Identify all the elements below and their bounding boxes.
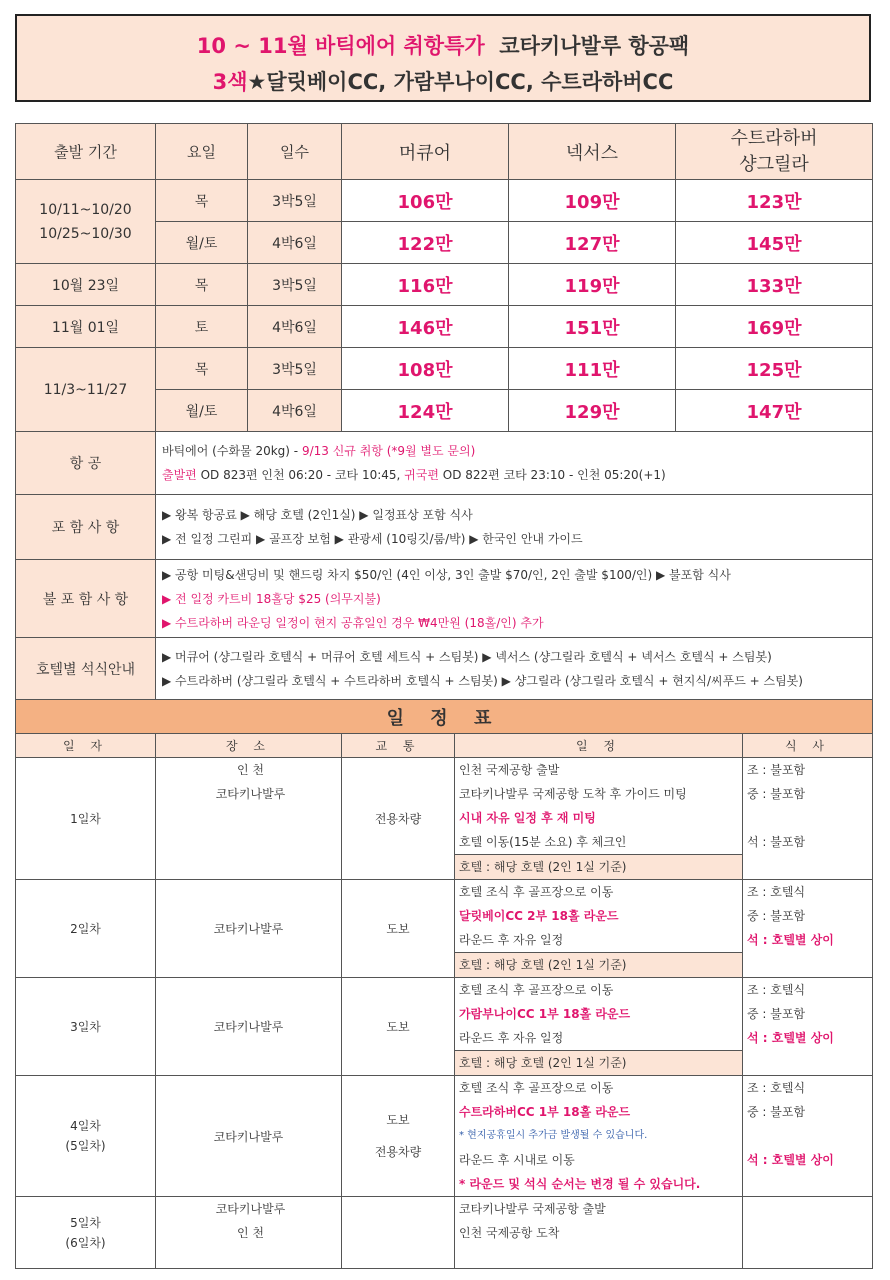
place-text: 코타키나발루 bbox=[215, 1202, 286, 1216]
meal-line: 석 : 호텔별 상이 bbox=[747, 1031, 834, 1045]
price-cell: 109만 bbox=[509, 180, 676, 222]
hotel-line: 호텔 : 해당 호텔 (2인 1실 기준) bbox=[455, 1050, 743, 1075]
schedule-line: 호텔 조식 후 골프장으로 이동 bbox=[459, 1081, 614, 1095]
schedule-cell bbox=[455, 1076, 743, 1197]
price-table-header bbox=[16, 124, 873, 180]
price-cell: 111만 bbox=[509, 348, 676, 390]
schedule-line: 코타키나발루 국제공항 도착 후 가이드 미팅 bbox=[459, 787, 687, 801]
nights-cell: 4박6일 bbox=[248, 390, 342, 432]
price-cell: 127만 bbox=[509, 222, 676, 264]
meals-cell bbox=[743, 1197, 873, 1269]
col-day: 일 자 bbox=[16, 734, 156, 758]
breakfast-row bbox=[16, 638, 873, 700]
excluded-row bbox=[16, 560, 873, 638]
day-cell: 목 bbox=[156, 348, 248, 390]
nights-cell: 3박5일 bbox=[248, 264, 342, 306]
excluded-label: 불 포 함 사 항 bbox=[16, 560, 156, 638]
excluded-line: ▶ 공항 미팅&샌딩비 및 핸드링 차지 $50/인 (4인 이상, 3인 출발 $70/인, 2인 출발 $100/인) ▶ 불포함 식사 bbox=[162, 567, 731, 582]
meals-cell bbox=[743, 758, 873, 880]
title-product: 코타키나발루 항공팩 bbox=[499, 34, 690, 58]
meals-cell bbox=[743, 978, 873, 1076]
header-nexus: 넥서스 bbox=[509, 124, 676, 180]
excluded-line: ▶ 수트라하버 라운딩 일정이 현지 공휴일인 경우 ₩4만원 (18홀/인) 추가 bbox=[162, 615, 544, 630]
price-cell: 147만 bbox=[676, 390, 873, 432]
table-row bbox=[16, 306, 873, 348]
price-cell: 129만 bbox=[509, 390, 676, 432]
transport-cell: 도보 bbox=[342, 880, 455, 978]
day-label: 2일차 bbox=[16, 880, 156, 978]
itinerary-table bbox=[15, 699, 873, 1269]
schedule-line: 달릿베이CC 2부 18홀 라운드 bbox=[459, 909, 619, 923]
price-cell: 108만 bbox=[342, 348, 509, 390]
transport-text: 도보 bbox=[386, 1113, 410, 1127]
header-day: 요일 bbox=[156, 124, 248, 180]
included-line: ▶ 전 일정 그린피 ▶ 골프장 보험 ▶ 관광세 (10링깃/룸/박) ▶ 한국인 안내 가이드 bbox=[162, 532, 583, 546]
itinerary-day-5 bbox=[16, 1197, 873, 1269]
schedule-line: 라운드 후 자유 일정 bbox=[459, 1031, 564, 1045]
outbound-label: 출발편 bbox=[162, 468, 197, 482]
included-info bbox=[156, 495, 873, 560]
flight-label: 항 공 bbox=[16, 432, 156, 495]
period-cell bbox=[16, 180, 156, 264]
itinerary-day-2 bbox=[16, 880, 873, 978]
day-label: 3일차 bbox=[16, 978, 156, 1076]
itinerary-day-1 bbox=[16, 758, 873, 880]
meal-line: 조 : 호텔식 bbox=[747, 983, 806, 997]
day-label bbox=[16, 1197, 156, 1269]
price-cell: 122만 bbox=[342, 222, 509, 264]
meal-line: 중 : 불포함 bbox=[747, 909, 806, 923]
header-shangrila: 샹그릴라 bbox=[739, 153, 809, 175]
day-label: 1일차 bbox=[16, 758, 156, 880]
table-row bbox=[16, 348, 873, 390]
return-label: 귀국편 bbox=[404, 468, 439, 482]
transport-cell bbox=[342, 1197, 455, 1269]
included-label: 포 함 사 항 bbox=[16, 495, 156, 560]
schedule-line: 코타키나발루 국제공항 출발 bbox=[459, 1202, 606, 1216]
col-schedule: 일 정 bbox=[455, 734, 743, 758]
day-text: (5일차) bbox=[65, 1139, 106, 1153]
meals-cell bbox=[743, 880, 873, 978]
title-courses: ★달릿베이CC, 가람부나이CC, 수트라하버CC bbox=[247, 70, 674, 94]
itinerary-title: 일 정 표 bbox=[16, 700, 873, 734]
day-text: (6일차) bbox=[65, 1235, 106, 1250]
price-cell: 123만 bbox=[676, 180, 873, 222]
included-row bbox=[16, 495, 873, 560]
header-sutera-shangrila bbox=[676, 124, 873, 180]
period-cell: 10월 23일 bbox=[16, 264, 156, 306]
price-cell: 116만 bbox=[342, 264, 509, 306]
price-cell: 125만 bbox=[676, 348, 873, 390]
price-cell: 151만 bbox=[509, 306, 676, 348]
meal-line: 석 : 호텔별 상이 bbox=[747, 1153, 834, 1167]
price-cell: 133만 bbox=[676, 264, 873, 306]
hotel-line: 호텔 : 해당 호텔 (2인 1실 기준) bbox=[455, 952, 743, 977]
period-text: 10/11~10/20 bbox=[39, 201, 132, 218]
schedule-cell bbox=[455, 758, 743, 880]
place-cell bbox=[156, 1197, 342, 1269]
nights-cell: 4박6일 bbox=[248, 306, 342, 348]
breakfast-info bbox=[156, 638, 873, 700]
period-cell: 11/3~11/27 bbox=[16, 348, 156, 432]
day-text: 5일차 bbox=[70, 1215, 101, 1230]
schedule-line: 수트라하버CC 1부 18홀 라운드 bbox=[459, 1105, 631, 1119]
place-cell bbox=[156, 758, 342, 880]
return-flight: OD 822편 코타 23:10 - 인천 05:20(+1) bbox=[438, 468, 666, 482]
itinerary-day-3 bbox=[16, 978, 873, 1076]
meal-line: 중 : 불포함 bbox=[747, 1007, 806, 1021]
place-text: 인 천 bbox=[237, 763, 264, 777]
price-cell: 145만 bbox=[676, 222, 873, 264]
day-cell: 목 bbox=[156, 264, 248, 306]
meal-line: 중 : 불포함 bbox=[747, 1105, 806, 1119]
flight-new-route: 9/13 신규 취항 (*9월 별도 문의) bbox=[301, 444, 476, 458]
schedule-cell bbox=[455, 1197, 743, 1269]
title-line-1 bbox=[17, 30, 869, 60]
transport-cell: 전용차량 bbox=[342, 758, 455, 880]
period-cell: 11월 01일 bbox=[16, 306, 156, 348]
schedule-line: 가람부나이CC 1부 18홀 라운드 bbox=[459, 1007, 631, 1021]
breakfast-label: 호텔별 석식안내 bbox=[16, 638, 156, 700]
nights-cell: 4박6일 bbox=[248, 222, 342, 264]
meal-line: 조 : 불포함 bbox=[747, 763, 806, 777]
excluded-line: ▶ 전 일정 카트비 18홀당 $25 (의무지불) bbox=[162, 591, 381, 606]
day-cell: 토 bbox=[156, 306, 248, 348]
header-period: 출발 기간 bbox=[16, 124, 156, 180]
outbound-flight: OD 823편 인천 06:20 - 코타 10:45, bbox=[196, 468, 405, 482]
schedule-line: 시내 자유 일정 후 재 미팅 bbox=[459, 811, 596, 825]
header-mercure: 머큐어 bbox=[342, 124, 509, 180]
transport-cell: 도보 bbox=[342, 978, 455, 1076]
hotel-line: 호텔 : 해당 호텔 (2인 1실 기준) bbox=[455, 854, 743, 879]
breakfast-line: ▶ 수트라하버 (샹그릴라 호텔식 + 수트라하버 호텔식 + 스팀봇) ▶ 샹그릴라 (샹그릴라 호텔식 + 현지식/씨푸드 + 스팀봇) bbox=[162, 673, 803, 688]
table-row bbox=[16, 264, 873, 306]
excluded-info bbox=[156, 560, 873, 638]
title-line-2 bbox=[17, 66, 869, 96]
price-cell: 169만 bbox=[676, 306, 873, 348]
meal-line: 조 : 호텔식 bbox=[747, 885, 806, 899]
flight-airline: 바틱에어 (수화물 20kg) - bbox=[162, 444, 302, 458]
schedule-cell bbox=[455, 880, 743, 978]
title-promo: 10 ~ 11월 바틱에어 취항특가 bbox=[196, 34, 485, 58]
flight-row bbox=[16, 432, 873, 495]
meal-line: 조 : 호텔식 bbox=[747, 1081, 806, 1095]
schedule-line: 호텔 조식 후 골프장으로 이동 bbox=[459, 885, 614, 899]
schedule-note: * 라운드 및 석식 순서는 변경 될 수 있습니다. bbox=[459, 1177, 701, 1191]
price-cell: 106만 bbox=[342, 180, 509, 222]
header-nights: 일수 bbox=[248, 124, 342, 180]
title-banner bbox=[15, 14, 871, 102]
price-cell: 146만 bbox=[342, 306, 509, 348]
place-cell: 코타키나발루 bbox=[156, 1076, 342, 1197]
col-place: 장 소 bbox=[156, 734, 342, 758]
transport-text: 전용차량 bbox=[374, 1145, 422, 1159]
itinerary-title-row bbox=[16, 700, 873, 734]
schedule-note: * 현지공휴일시 추가금 발생될 수 있습니다. bbox=[459, 1130, 648, 1141]
col-transport: 교 통 bbox=[342, 734, 455, 758]
schedule-line: 인천 국제공항 도착 bbox=[459, 1226, 560, 1240]
meals-cell bbox=[743, 1076, 873, 1197]
day-cell: 월/토 bbox=[156, 390, 248, 432]
flight-info bbox=[156, 432, 873, 495]
price-table bbox=[15, 123, 873, 432]
schedule-line: 호텔 조식 후 골프장으로 이동 bbox=[459, 983, 614, 997]
included-line: ▶ 왕복 항공료 ▶ 해당 호텔 (2인1실) ▶ 일정표상 포함 식사 bbox=[162, 508, 473, 522]
place-cell: 코타키나발루 bbox=[156, 978, 342, 1076]
place-text: 인 천 bbox=[237, 1226, 264, 1240]
schedule-line: 라운드 후 시내로 이동 bbox=[459, 1153, 575, 1167]
schedule-line: 라운드 후 자유 일정 bbox=[459, 933, 564, 947]
header-sutera: 수트라하버 bbox=[730, 127, 818, 149]
place-text: 코타키나발루 bbox=[215, 787, 286, 801]
meal-line: 중 : 불포함 bbox=[747, 787, 806, 801]
nights-cell: 3박5일 bbox=[248, 180, 342, 222]
meal-line: 석 : 호텔별 상이 bbox=[747, 933, 834, 947]
info-table bbox=[15, 431, 873, 700]
day-text: 4일차 bbox=[70, 1119, 101, 1133]
schedule-line: 호텔 이동(15분 소요) 후 체크인 bbox=[459, 835, 627, 849]
period-text: 10/25~10/30 bbox=[39, 225, 132, 242]
transport-cell bbox=[342, 1076, 455, 1197]
schedule-cell bbox=[455, 978, 743, 1076]
breakfast-line: ▶ 머큐어 (샹그릴라 호텔식 + 머큐어 호텔 세트식 + 스팀봇) ▶ 넥서스 (샹그릴라 호텔식 + 넥서스 호텔식 + 스팀봇) bbox=[162, 649, 772, 664]
schedule-line: 인천 국제공항 출발 bbox=[459, 763, 560, 777]
col-meals: 식 사 bbox=[743, 734, 873, 758]
price-cell: 119만 bbox=[509, 264, 676, 306]
title-courses-count: 3색 bbox=[212, 70, 248, 94]
itinerary-header-row bbox=[16, 734, 873, 758]
day-cell: 목 bbox=[156, 180, 248, 222]
day-label bbox=[16, 1076, 156, 1197]
nights-cell: 3박5일 bbox=[248, 348, 342, 390]
table-row bbox=[16, 180, 873, 222]
price-cell: 124만 bbox=[342, 390, 509, 432]
itinerary-day-4 bbox=[16, 1076, 873, 1197]
day-cell: 월/토 bbox=[156, 222, 248, 264]
meal-line: 석 : 불포함 bbox=[747, 835, 806, 849]
place-cell: 코타키나발루 bbox=[156, 880, 342, 978]
